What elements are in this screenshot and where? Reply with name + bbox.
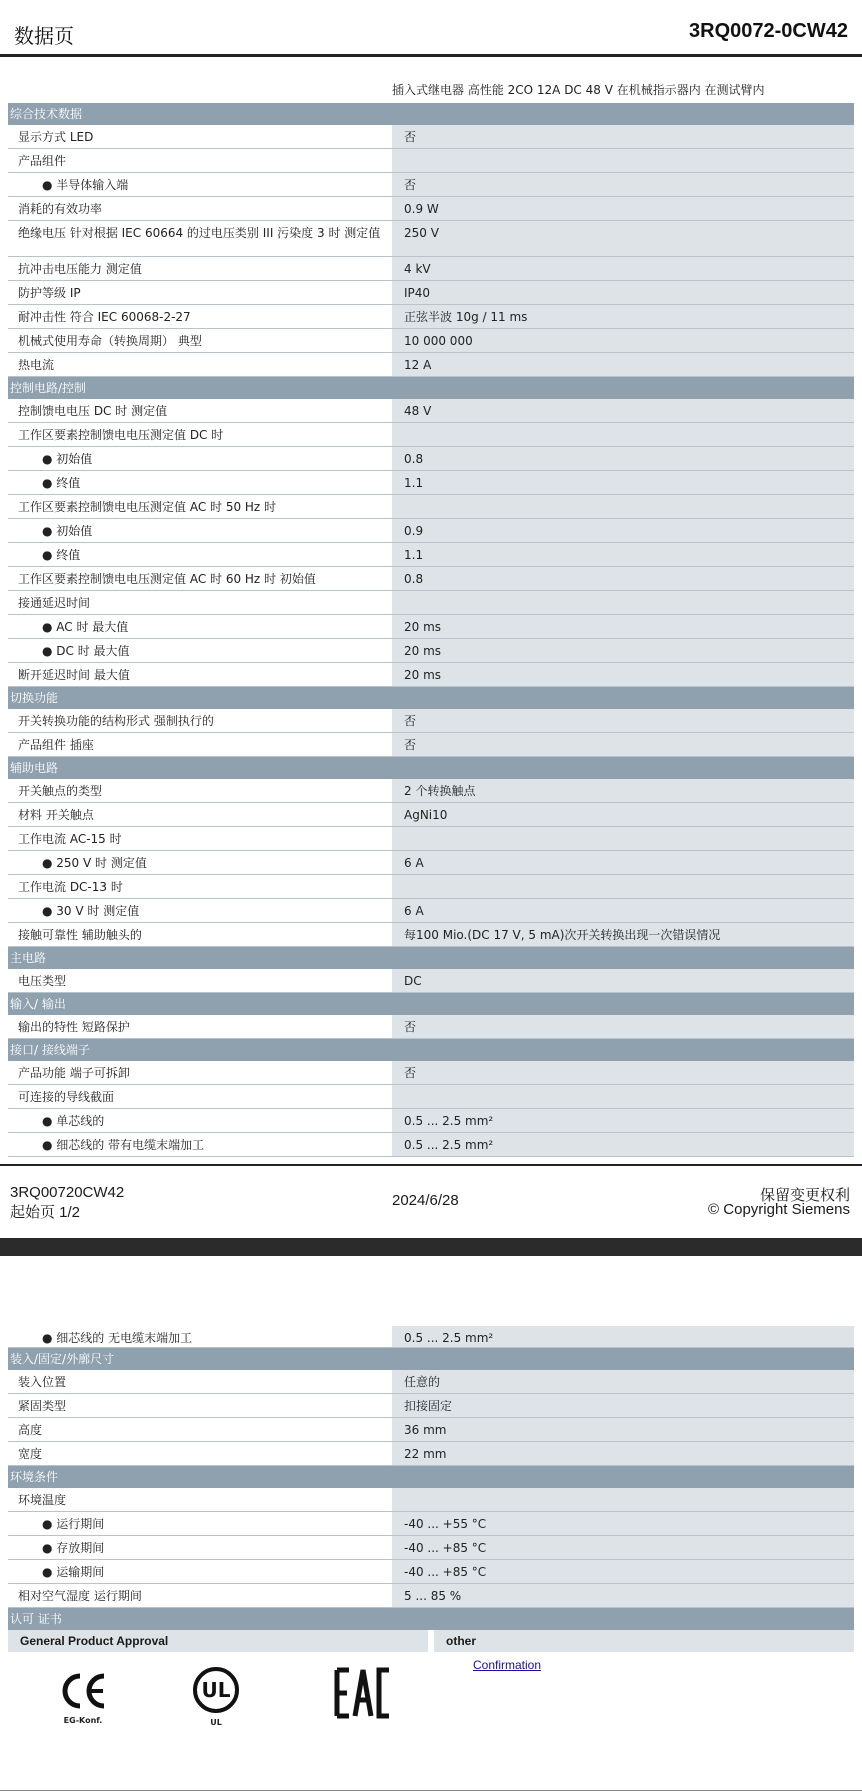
- table-row: [8, 733, 854, 757]
- page-2: [0, 1256, 862, 1792]
- footer-date: 2024/6/28: [392, 1192, 459, 1209]
- row-label: 机械式使用寿命（转换周期） 典型: [18, 334, 202, 348]
- row-value: 否: [392, 125, 854, 148]
- eac-mark-icon: [328, 1666, 398, 1724]
- table-row: [8, 1370, 854, 1394]
- section-header: 辅助电路: [8, 757, 854, 779]
- spec-table-page2: [8, 1326, 854, 1762]
- table-row: [8, 257, 854, 281]
- table-row: [8, 875, 854, 899]
- row-value: 22 mm: [392, 1442, 854, 1465]
- table-row: [8, 495, 854, 519]
- row-label: ● 存放期间: [42, 1541, 105, 1555]
- row-label: ● 细芯线的 带有电缆末端加工: [42, 1138, 205, 1152]
- row-value: 否: [392, 1061, 854, 1084]
- table-row: [8, 447, 854, 471]
- ce-caption: EG-Konf.: [63, 1716, 103, 1725]
- table-row: [8, 1488, 854, 1512]
- row-label: 产品功能 端子可拆卸: [18, 1066, 130, 1080]
- row-label: 可连接的导线截面: [18, 1090, 115, 1104]
- row-label: ● 初始值: [42, 452, 93, 466]
- table-row: [8, 709, 854, 733]
- section-header: 装入/固定/外廓尺寸: [8, 1348, 854, 1370]
- approval-col-general: General Product Approval: [8, 1630, 428, 1652]
- table-row: [8, 779, 854, 803]
- row-label: ● AC 时 最大值: [42, 620, 129, 634]
- row-value: [392, 495, 854, 518]
- row-value: 48 V: [392, 399, 854, 422]
- section-header: 切换功能: [8, 687, 854, 709]
- row-label: 消耗的有效功率: [18, 202, 103, 216]
- row-label: 工作区要素控制馈电电压测定值 AC 时 60 Hz 时 初始值: [18, 572, 316, 586]
- table-row: [8, 1085, 854, 1109]
- row-value: DC: [392, 969, 854, 992]
- ce-mark-icon: [48, 1670, 118, 1725]
- row-value: 4 kV: [392, 257, 854, 280]
- row-label: ● 30 V 时 测定值: [42, 904, 140, 918]
- footer-page: 起始页 1/2: [10, 1204, 81, 1221]
- row-label: 环境温度: [18, 1493, 67, 1507]
- row-label: 工作电流 AC-15 时: [18, 832, 122, 846]
- row-label: 装入位置: [18, 1375, 67, 1389]
- table-row: [8, 1061, 854, 1085]
- row-label: 显示方式 LED: [18, 130, 94, 144]
- row-value: 否: [392, 733, 854, 756]
- table-row: [8, 1584, 854, 1608]
- section-header: 环境条件: [8, 1466, 854, 1488]
- row-label: 热电流: [18, 358, 55, 372]
- table-row: [8, 221, 854, 257]
- table-row: [8, 1560, 854, 1584]
- row-label: 开关触点的类型: [18, 784, 103, 798]
- table-row: [8, 423, 854, 447]
- table-row: [8, 1536, 854, 1560]
- table-row: [8, 899, 854, 923]
- product-code: 3RQ0072-0CW42: [689, 20, 848, 42]
- row-value: [392, 149, 854, 172]
- row-value: [392, 827, 854, 850]
- table-row: [8, 969, 854, 993]
- row-label: 断开延迟时间 最大值: [18, 668, 130, 682]
- table-row: [8, 1418, 854, 1442]
- section-header: 认可 证书: [8, 1608, 854, 1630]
- row-label: 输出的特性 短路保护: [18, 1020, 130, 1034]
- row-label: 接触可靠性 辅助触头的: [18, 928, 142, 942]
- table-row: [8, 851, 854, 875]
- table-row: [8, 591, 854, 615]
- row-label: ● 运行期间: [42, 1517, 105, 1531]
- table-row: [8, 543, 854, 567]
- footer-rights: 保留变更权利: [759, 1187, 850, 1204]
- row-value: 0.8: [392, 447, 854, 470]
- doc-title: 数据页: [14, 24, 74, 48]
- section-header: 综合技术数据: [8, 103, 854, 125]
- approval-columns: [8, 1630, 854, 1652]
- row-value: 否: [392, 709, 854, 732]
- row-label: 接通延迟时间: [18, 596, 91, 610]
- row-value: [392, 423, 854, 446]
- table-row: [8, 567, 854, 591]
- ul-mark-icon: [186, 1666, 246, 1727]
- row-value: -40 ... +55 °C: [392, 1512, 854, 1535]
- table-row: [8, 305, 854, 329]
- row-label: 电压类型: [18, 974, 67, 988]
- product-description: 插入式继电器 高性能 2CO 12A DC 48 V 在机械指示器内 在测试臂内: [392, 83, 765, 97]
- row-value: 6 A: [392, 899, 854, 922]
- row-label: 开关转换功能的结构形式 强制执行的: [18, 714, 214, 728]
- row-label: ● 半导体输入端: [42, 178, 129, 192]
- row-value: 每100 Mio.(DC 17 V, 5 mA)次开关转换出现一次错误情况: [392, 923, 854, 946]
- row-label: 材料 开关触点: [18, 808, 94, 822]
- header-divider: [0, 54, 862, 57]
- approval-col-other: other: [434, 1630, 854, 1652]
- row-value: 2 个转换触点: [392, 779, 854, 802]
- bottom-rule: [0, 1790, 862, 1791]
- row-label: 紧固类型: [18, 1399, 67, 1413]
- table-row: [8, 1133, 854, 1157]
- table-row: [8, 1109, 854, 1133]
- row-label: 工作区要素控制馈电电压测定值 AC 时 50 Hz 时: [18, 500, 277, 514]
- row-label: 控制馈电电压 DC 时 测定值: [18, 404, 168, 418]
- table-row: [8, 329, 854, 353]
- row-label: 绝缘电压 针对根据 IEC 60664 的过电压类别 III 污染度 3 时 测定值: [18, 226, 381, 240]
- row-label: 产品组件 插座: [18, 738, 94, 752]
- row-value: 0.9 W: [392, 197, 854, 220]
- table-row: [8, 149, 854, 173]
- approval-logos: [8, 1652, 854, 1762]
- section-header: 控制电路/控制: [8, 377, 854, 399]
- row-label: 工作区要素控制馈电电压测定值 DC 时: [18, 428, 224, 442]
- table-row: [8, 125, 854, 149]
- row-value: 0.5 ... 2.5 mm²: [392, 1109, 854, 1132]
- section-header: 输入/ 输出: [8, 993, 854, 1015]
- row-value: 5 ... 85 %: [392, 1584, 854, 1607]
- table-row: [8, 281, 854, 305]
- row-value: 0.5 ... 2.5 mm²: [392, 1326, 854, 1347]
- row-value: [392, 875, 854, 898]
- page-separator: [0, 1238, 862, 1256]
- row-value: [392, 1085, 854, 1108]
- row-label: ● 终值: [42, 548, 81, 562]
- row-value: 1.1: [392, 543, 854, 566]
- ul-caption: UL: [210, 1718, 222, 1727]
- row-value: 扣接固定: [392, 1394, 854, 1417]
- table-row: [8, 663, 854, 687]
- table-row: [8, 803, 854, 827]
- row-value: 6 A: [392, 851, 854, 874]
- svg-text:UL: UL: [201, 1678, 231, 1702]
- row-value: 20 ms: [392, 663, 854, 686]
- table-row: [8, 399, 854, 423]
- row-label: 高度: [18, 1423, 43, 1437]
- confirmation-link[interactable]: Confirmation: [473, 1658, 542, 1672]
- section-header: 接口/ 接线端子: [8, 1039, 854, 1061]
- row-label: ● 细芯线的 无电缆末端加工: [42, 1331, 193, 1345]
- row-value: AgNi10: [392, 803, 854, 826]
- row-value: 36 mm: [392, 1418, 854, 1441]
- row-value: 0.5 ... 2.5 mm²: [392, 1133, 854, 1156]
- row-value: -40 ... +85 °C: [392, 1560, 854, 1583]
- row-label: 相对空气湿度 运行期间: [18, 1589, 142, 1603]
- row-label: ● 运输期间: [42, 1565, 105, 1579]
- row-value: IP40: [392, 281, 854, 304]
- table-row: [8, 639, 854, 663]
- table-row: [8, 471, 854, 495]
- row-label: 工作电流 DC-13 时: [18, 880, 123, 894]
- footer-copyright: © Copyright Siemens: [708, 1201, 850, 1218]
- row-label: ● 初始值: [42, 524, 93, 538]
- row-label: ● 终值: [42, 476, 81, 490]
- row-value: 20 ms: [392, 639, 854, 662]
- table-row: [8, 1326, 854, 1348]
- row-value: [392, 591, 854, 614]
- row-value: 250 V: [392, 221, 854, 256]
- row-value: 否: [392, 1015, 854, 1038]
- row-label: 防护等级 IP: [18, 286, 81, 300]
- row-label: 宽度: [18, 1447, 43, 1461]
- row-label: ● DC 时 最大值: [42, 644, 130, 658]
- table-row: [8, 1442, 854, 1466]
- row-label: 耐冲击性 符合 IEC 60068-2-27: [18, 310, 191, 324]
- row-value: 否: [392, 173, 854, 196]
- table-row: [8, 173, 854, 197]
- row-label: ● 250 V 时 测定值: [42, 856, 147, 870]
- row-value: 任意的: [392, 1370, 854, 1393]
- table-row: [8, 615, 854, 639]
- row-value: 20 ms: [392, 615, 854, 638]
- row-value: [392, 1488, 854, 1511]
- row-value: 10 000 000: [392, 329, 854, 352]
- footer-order-number: 3RQ00720CW42: [10, 1184, 125, 1201]
- table-row: [8, 827, 854, 851]
- table-row: [8, 1015, 854, 1039]
- table-row: [8, 353, 854, 377]
- table-row: [8, 1512, 854, 1536]
- section-header: 主电路: [8, 947, 854, 969]
- row-value: 1.1: [392, 471, 854, 494]
- table-row: [8, 197, 854, 221]
- table-row: [8, 1394, 854, 1418]
- row-value: 正弦半波 10g / 11 ms: [392, 305, 854, 328]
- row-label: ● 单芯线的: [42, 1114, 105, 1128]
- footer-divider: [0, 1164, 862, 1166]
- row-value: 0.8: [392, 567, 854, 590]
- row-label: 抗冲击电压能力 测定值: [18, 262, 142, 276]
- table-row: [8, 519, 854, 543]
- row-label: 产品组件: [18, 154, 67, 168]
- row-value: 12 A: [392, 353, 854, 376]
- spec-table-page1: [8, 103, 854, 1157]
- row-value: -40 ... +85 °C: [392, 1536, 854, 1559]
- table-row: [8, 923, 854, 947]
- row-value: 0.9: [392, 519, 854, 542]
